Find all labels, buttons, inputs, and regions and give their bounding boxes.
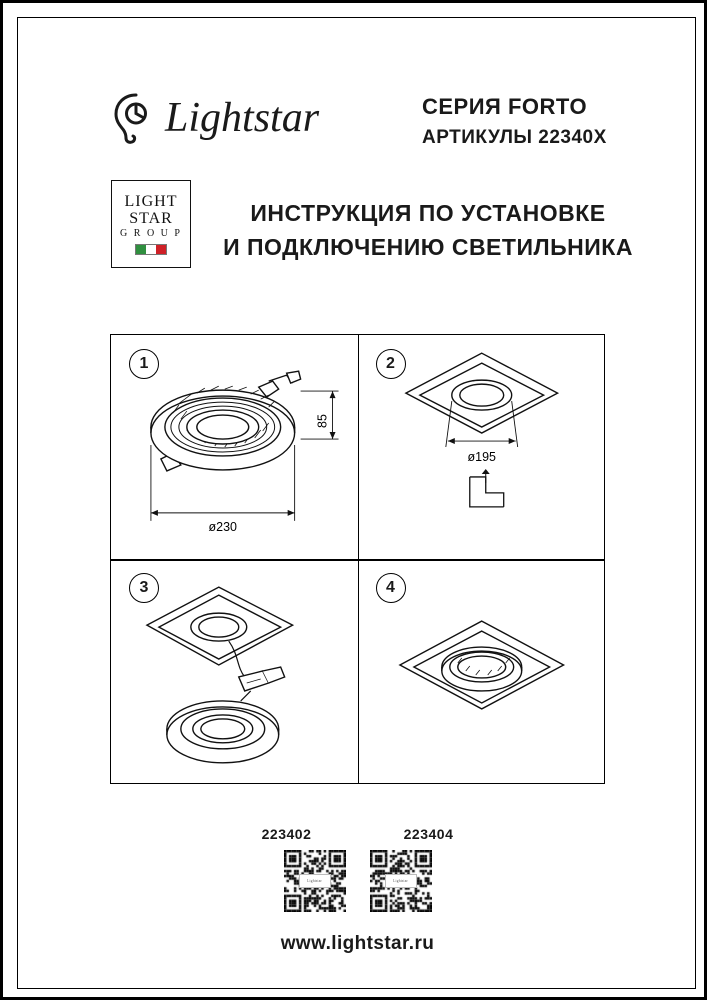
steps-grid xyxy=(110,334,605,784)
product-code-1: 223402 xyxy=(261,826,312,842)
qr-badge-label-1: Lightstar xyxy=(299,874,331,888)
qr-code-223404[interactable] xyxy=(370,850,432,912)
page-title-line-2: И ПОДКЛЮЧЕНИЮ СВЕТИЛЬНИКА xyxy=(223,234,633,260)
logo-line-3: G R O U P xyxy=(120,228,182,239)
page-inner-border xyxy=(17,17,696,989)
step-3-cell xyxy=(111,559,358,783)
step-2-cell xyxy=(358,335,605,559)
product-code-2: 223404 xyxy=(403,826,454,842)
logo-line-2: STAR xyxy=(129,210,173,227)
page-title-line-1: ИНСТРУКЦИЯ ПО УСТАНОВКЕ xyxy=(250,200,606,226)
series-title: СЕРИЯ FORTO xyxy=(422,94,588,119)
step-4-number: 4 xyxy=(376,573,406,603)
step-1-number: 1 xyxy=(129,349,159,379)
header xyxy=(18,56,697,146)
step-2-number: 2 xyxy=(376,349,406,379)
lightstar-bulb-icon xyxy=(113,92,159,144)
step-1-height-label: 85 xyxy=(315,414,330,428)
brand-logo xyxy=(113,92,319,144)
qr-badge-label-2: Lightstar xyxy=(385,874,417,888)
title-area xyxy=(18,168,697,283)
series-articles: АРТИКУЛЫ 22340X xyxy=(422,127,607,148)
step-1-figure xyxy=(111,335,358,559)
step-2-figure xyxy=(358,335,605,559)
step-2-cutout-label: ø195 xyxy=(467,449,496,464)
step-4-cell xyxy=(358,559,605,783)
step-3-figure xyxy=(111,559,358,783)
italy-flag-icon xyxy=(135,244,167,255)
page-title xyxy=(203,196,653,264)
logo-line-1: LIGHT xyxy=(124,193,178,210)
website-url[interactable]: www.lightstar.ru xyxy=(280,933,435,954)
product-codes xyxy=(18,826,697,842)
step-4-figure xyxy=(358,559,605,783)
qr-code-223402[interactable] xyxy=(284,850,346,912)
step-1-diameter-label: ø230 xyxy=(208,519,237,534)
lightstar-group-logo xyxy=(111,180,191,268)
series-block xyxy=(422,94,642,149)
step-3-number: 3 xyxy=(129,573,159,603)
brand-wordmark: Lightstar xyxy=(165,95,320,141)
step-1-cell xyxy=(111,335,358,559)
qr-codes xyxy=(18,850,697,912)
